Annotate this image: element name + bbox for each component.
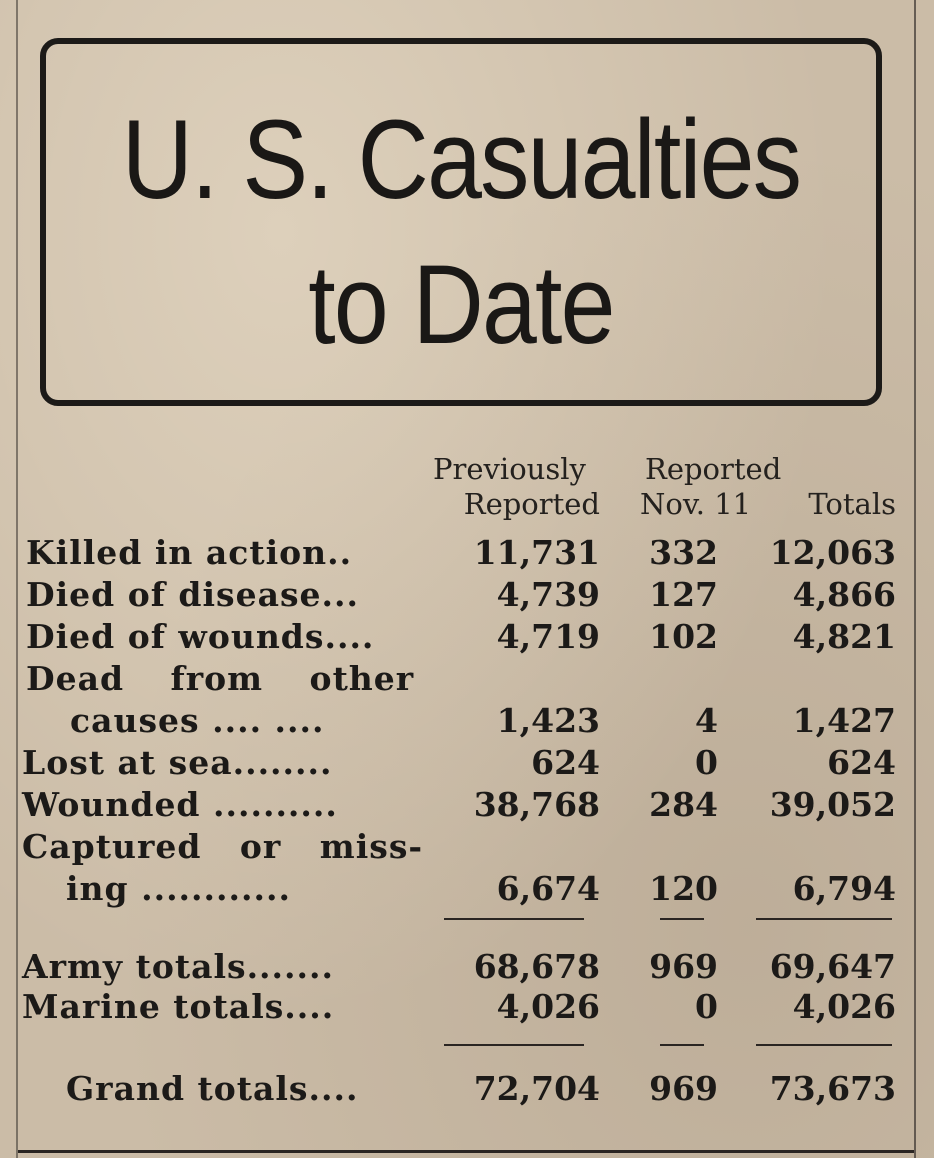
row-label-lost: Lost at sea........ (22, 743, 333, 782)
grand-total-previous: 72,704 (473, 1069, 600, 1108)
row-disease-total: 4,866 (792, 575, 896, 614)
row-killed-total: 12,063 (769, 533, 896, 572)
headline-line-2: to Date (308, 242, 614, 367)
grand-total-nov11: 969 (649, 1069, 718, 1108)
row-disease-nov11: 127 (649, 575, 718, 614)
row-captured-nov11: 120 (649, 869, 718, 908)
row-disease-previous: 4,739 (496, 575, 600, 614)
col3-header: Totals (808, 487, 896, 521)
row-other-total: 1,427 (792, 701, 896, 740)
row-killed-nov11: 332 (649, 533, 718, 572)
subtotal-army-previous: 68,678 (473, 947, 600, 986)
row-label-captured-cont: ing ............ (66, 869, 291, 908)
left-column-rule (16, 0, 18, 1158)
row-label-wounded: Wounded .......... (22, 785, 338, 824)
row-other-nov11: 4 (695, 701, 718, 740)
row-wounds-previous: 4,719 (496, 617, 600, 656)
row-label-wounds: Died of wounds.... (26, 617, 375, 656)
separator-col3 (756, 918, 892, 920)
row-lost-total: 624 (827, 743, 896, 782)
subtotal-label-army: Army totals....... (22, 947, 334, 986)
col1-header-line2: Reported (463, 487, 600, 521)
row-wounds-nov11: 102 (649, 617, 718, 656)
row-wounded-previous: 38,768 (473, 785, 600, 824)
bottom-rule (18, 1150, 914, 1153)
separator-col1 (444, 918, 584, 920)
row-lost-nov11: 0 (695, 743, 718, 782)
row-label-disease: Died of disease... (26, 575, 360, 614)
right-column-rule (914, 0, 916, 1158)
col2-header-line2: Nov. 11 (640, 487, 752, 521)
row-captured-previous: 6,674 (496, 869, 600, 908)
subtotal-label-marine: Marine totals.... (22, 987, 335, 1026)
grand-total-total: 73,673 (769, 1069, 896, 1108)
row-label-killed: Killed in action.. (26, 533, 353, 572)
row-label-captured: Captured or miss- (22, 827, 424, 866)
subtotal-army-nov11: 969 (649, 947, 718, 986)
subtotal-marine-nov11: 0 (695, 987, 718, 1026)
headline-line-1: U. S. Casualties (121, 97, 801, 222)
row-label-other-cont: causes .... .... (70, 701, 325, 740)
separator-grand-col1 (444, 1044, 584, 1046)
row-captured-total: 6,794 (792, 869, 896, 908)
separator-col2 (660, 918, 704, 920)
col2-header-line1: Reported (645, 452, 782, 486)
separator-grand-col3 (756, 1044, 892, 1046)
row-other-previous: 1,423 (496, 701, 600, 740)
col1-header-line1: Previously (433, 452, 586, 486)
grand-total-label: Grand totals.... (66, 1069, 359, 1108)
subtotal-army-total: 69,647 (769, 947, 896, 986)
row-killed-previous: 11,731 (473, 533, 600, 572)
headline-box (40, 38, 882, 406)
row-wounds-total: 4,821 (792, 617, 896, 656)
row-label-other: Dead from other (26, 659, 415, 698)
separator-grand-col2 (660, 1044, 704, 1046)
subtotal-marine-previous: 4,026 (496, 987, 600, 1026)
row-wounded-total: 39,052 (769, 785, 896, 824)
subtotal-marine-total: 4,026 (792, 987, 896, 1026)
row-lost-previous: 624 (531, 743, 600, 782)
row-wounded-nov11: 284 (649, 785, 718, 824)
